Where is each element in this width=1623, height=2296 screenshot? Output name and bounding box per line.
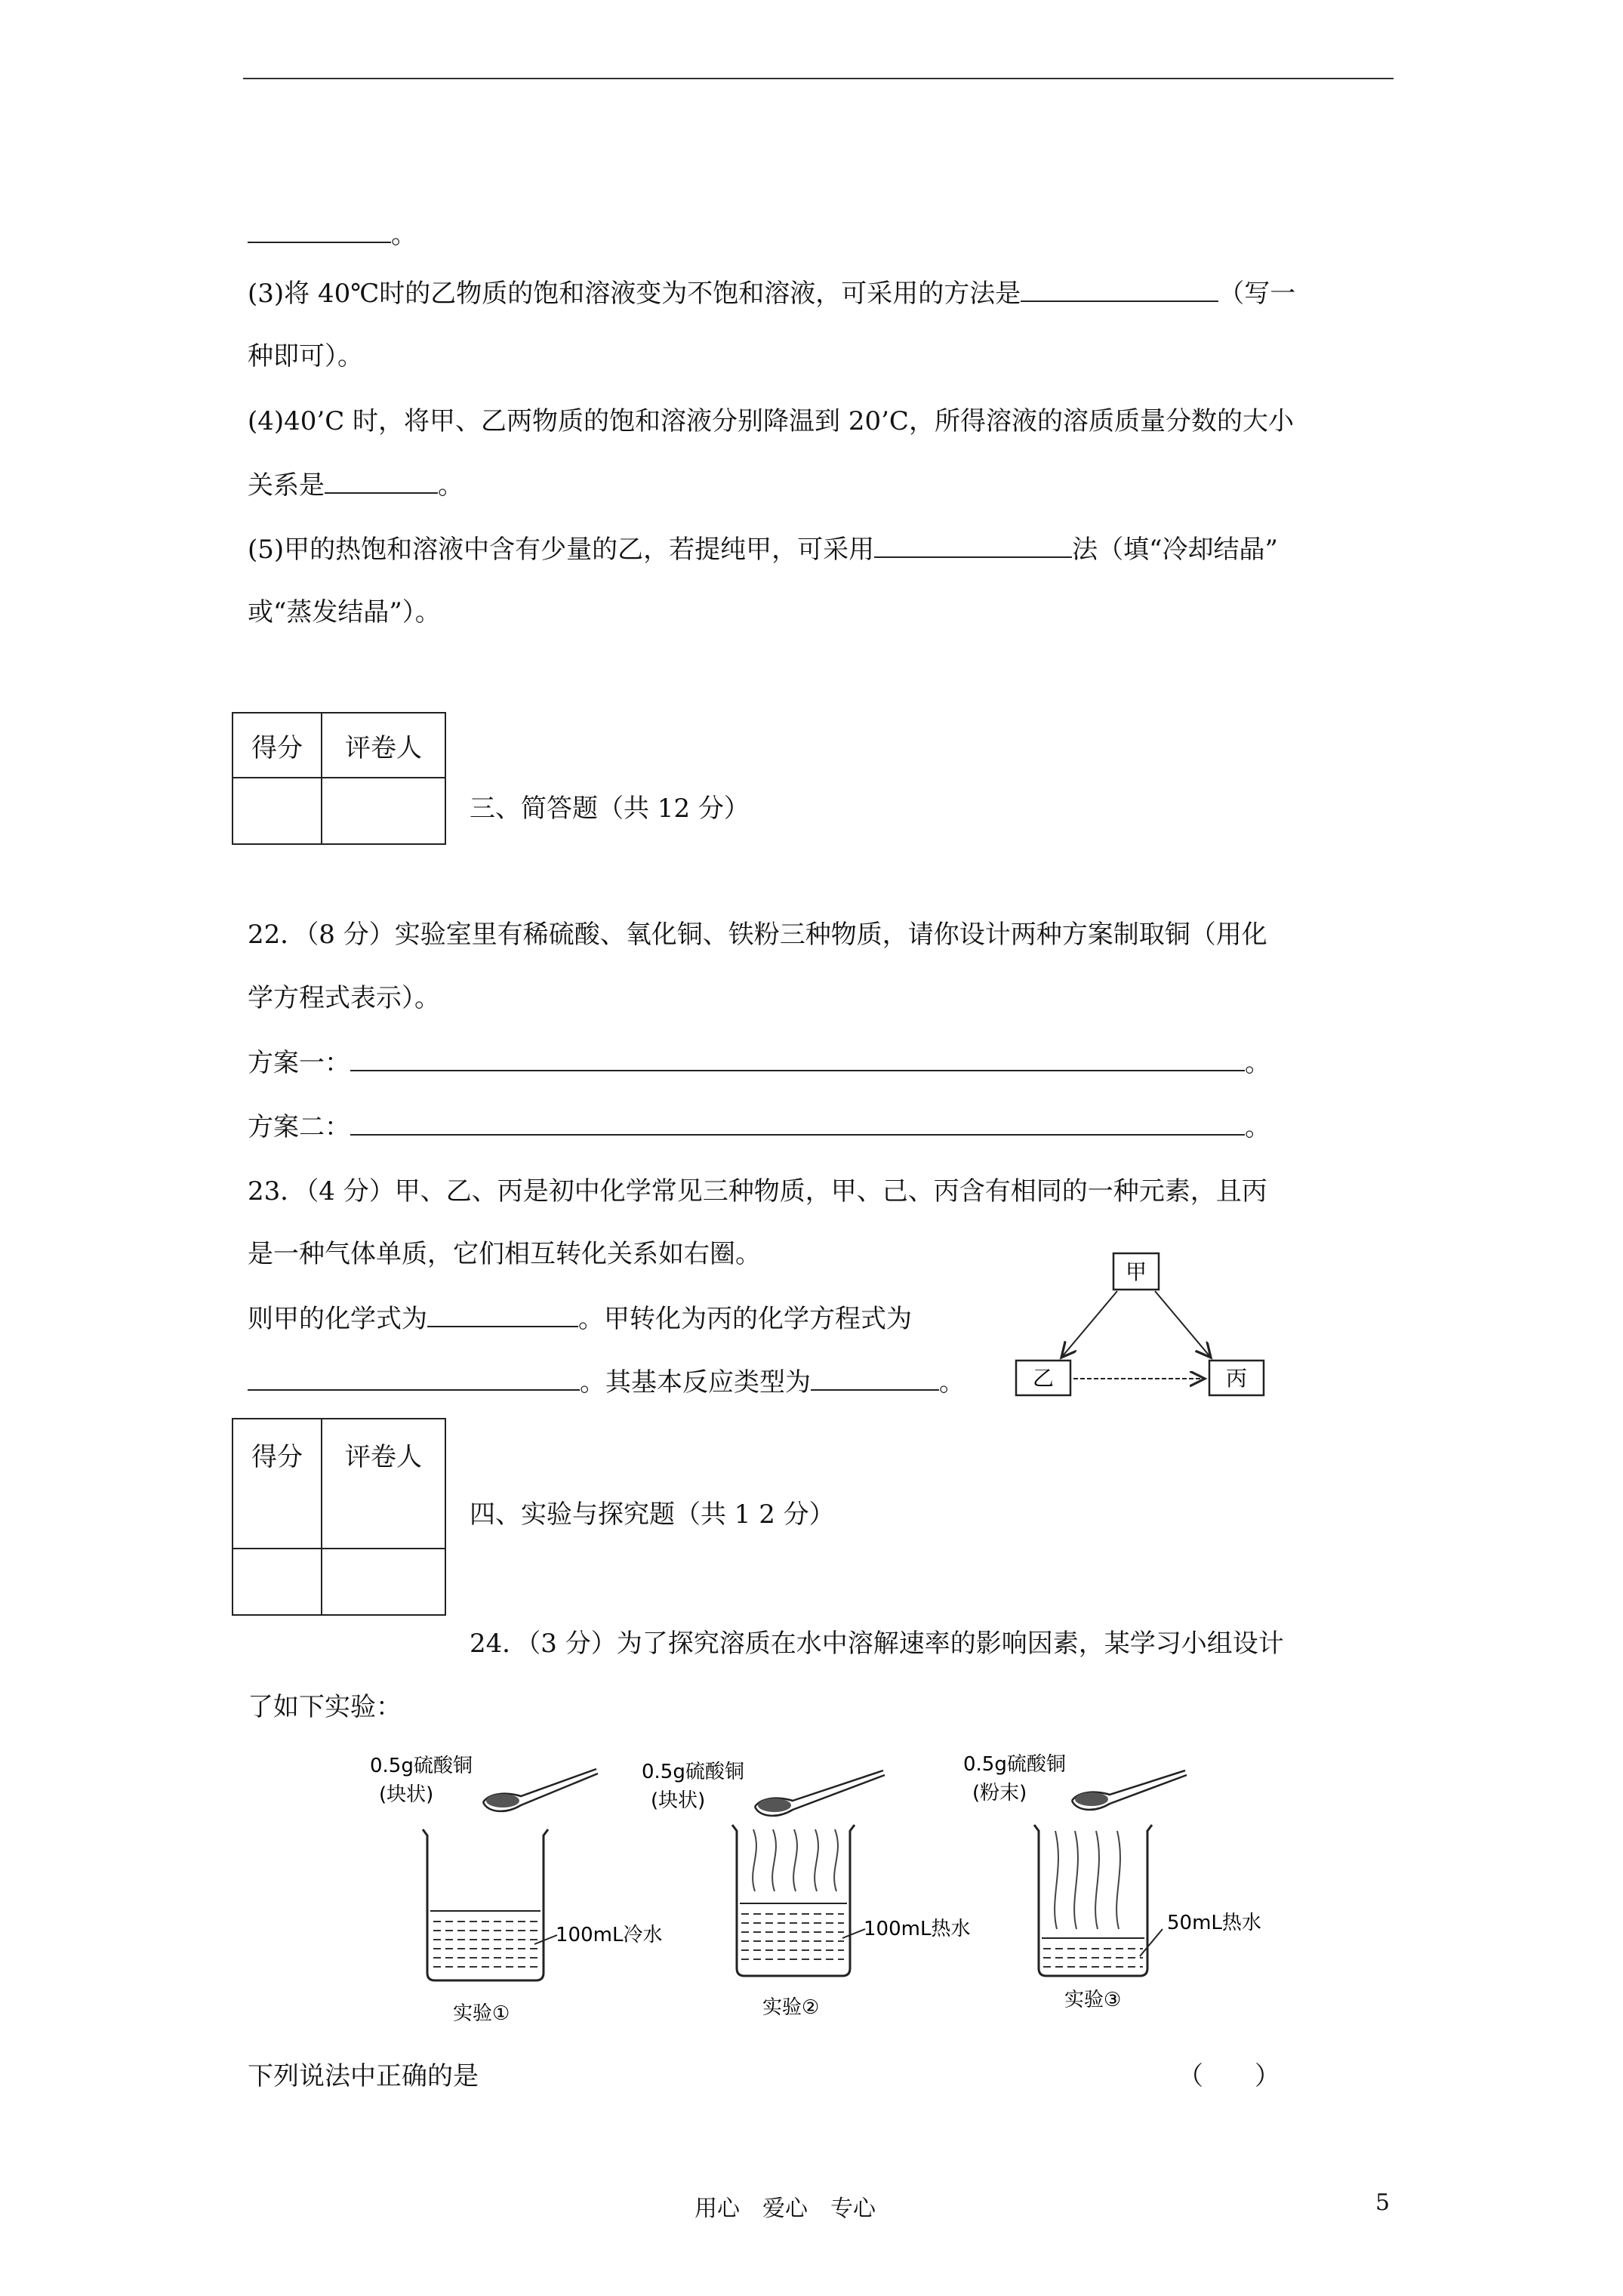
score-table bbox=[232, 712, 446, 845]
water-label: 100mL冷水 bbox=[556, 1924, 663, 1946]
answer-blank bbox=[248, 1367, 580, 1391]
powder-icon bbox=[486, 1794, 519, 1808]
q21-p5-line2: 或“蒸发结晶”）。 bbox=[248, 597, 441, 627]
water-lines bbox=[433, 1922, 537, 1967]
score-header: 得分 bbox=[233, 713, 322, 778]
q21-p5-line1: (5)甲的热饱和溶液中含有少量的乙，若提纯甲，可采用 法（填“冷却结晶” bbox=[248, 535, 1278, 565]
experiment-label: 实验③ bbox=[1064, 1989, 1122, 2011]
page-number: 5 bbox=[1375, 2190, 1390, 2216]
q21-p4-line2: 关系是 。 bbox=[248, 470, 463, 501]
water-lines bbox=[741, 1914, 844, 1959]
header-rule bbox=[243, 78, 1394, 79]
water-label: 100mL热水 bbox=[864, 1918, 971, 1940]
q23-line2: 是一种气体单质，它们相互转化关系如右圈。 bbox=[248, 1239, 761, 1269]
q24-line2: 了如下实验： bbox=[248, 1692, 402, 1722]
q24-line1: 24．（3 分）为了探究溶质在水中溶解速率的影响因素，某学习小组设计 bbox=[470, 1629, 1284, 1659]
label-leader bbox=[842, 1929, 865, 1938]
steam-lines bbox=[1055, 1831, 1120, 1929]
sample-label: 0.5g硫酸铜 bbox=[963, 1753, 1066, 1776]
node-left: 乙 bbox=[1032, 1366, 1055, 1391]
section-3-title: 三、简答题（共 12 分） bbox=[470, 794, 750, 824]
powder-icon bbox=[1075, 1792, 1108, 1806]
score-header: 得分 bbox=[233, 1419, 322, 1549]
q21-p3-line2: 种即可）。 bbox=[248, 341, 363, 371]
experiment-2 bbox=[642, 1761, 970, 2019]
water-label: 50mL热水 bbox=[1167, 1912, 1261, 1934]
q22-plan2: 方案二： 。 bbox=[248, 1112, 1270, 1142]
experiment-3 bbox=[963, 1753, 1261, 2011]
conversion-diagram bbox=[1004, 1246, 1276, 1412]
grader-header: 评卷人 bbox=[322, 713, 445, 778]
form-label: (粉末) bbox=[972, 1782, 1027, 1804]
arrow-top-left bbox=[1061, 1291, 1117, 1358]
answer-blank bbox=[811, 1367, 939, 1391]
experiment-label: 实验① bbox=[453, 2002, 510, 2025]
powder-icon bbox=[758, 1798, 791, 1812]
answer-blank bbox=[350, 1047, 1245, 1071]
answer-blank bbox=[248, 219, 391, 243]
q23-line4: 。其基本反应类型为 。 bbox=[248, 1367, 965, 1398]
q22-line1: 22．（8 分）实验室里有稀硫酸、氧化铜、铁粉三种物质，请你设计两种方案制取铜（用化 bbox=[248, 920, 1267, 950]
experiment-label: 实验② bbox=[762, 1996, 820, 2019]
score-cell bbox=[233, 1549, 322, 1615]
form-label: (块状) bbox=[651, 1789, 706, 1812]
experiment-figure bbox=[355, 1740, 1306, 2027]
grader-header: 评卷人 bbox=[322, 1419, 445, 1549]
label-leader bbox=[534, 1935, 557, 1944]
answer-blank bbox=[1021, 278, 1218, 302]
sample-label: 0.5g硫酸铜 bbox=[642, 1761, 744, 1783]
q21-p4-line1: (4)40’C 时，将甲、乙两物质的饱和溶液分别降温到 20’C，所得溶液的溶质质量分数的大小 bbox=[248, 406, 1294, 436]
answer-blank bbox=[350, 1111, 1245, 1136]
beaker-icon bbox=[732, 1825, 855, 1976]
q21-p3-line1: (3)将 40℃时的乙物质的饱和溶液变为不饱和溶液，可采用的方法是 （写一 bbox=[248, 279, 1296, 309]
section-4-title: 四、实验与探究题（共 1 2 分） bbox=[470, 1499, 835, 1530]
form-label: (块状) bbox=[379, 1783, 434, 1806]
sample-label: 0.5g硫酸铜 bbox=[370, 1755, 473, 1777]
answer-blank bbox=[874, 534, 1072, 558]
answer-blank bbox=[427, 1303, 578, 1327]
footer-motto: 用心 爱心 专心 bbox=[694, 2196, 876, 2222]
experiment-1 bbox=[370, 1755, 662, 2025]
q21-blank-line: 。 bbox=[248, 219, 417, 250]
q23-line3: 则甲的化学式为 。甲转化为丙的化学方程式为 bbox=[248, 1304, 912, 1334]
q23-line1: 23．（4 分）甲、乙、丙是初中化学常见三种物质，甲、己、丙含有相同的一种元素，且丙 bbox=[248, 1176, 1267, 1207]
node-top: 甲 bbox=[1125, 1259, 1147, 1284]
grader-cell bbox=[322, 1549, 445, 1615]
score-cell bbox=[233, 778, 322, 844]
q22-line2: 学方程式表示）。 bbox=[248, 983, 440, 1013]
q24-question: 下列说法中正确的是 bbox=[248, 2061, 479, 2091]
water-lines bbox=[1043, 1949, 1143, 1967]
score-table bbox=[232, 1418, 446, 1616]
answer-paren: （ ） bbox=[1178, 2061, 1280, 2091]
steam-lines bbox=[753, 1829, 838, 1891]
answer-blank bbox=[325, 470, 438, 494]
node-right: 丙 bbox=[1225, 1366, 1248, 1391]
grader-cell bbox=[322, 778, 445, 844]
beaker-icon bbox=[1034, 1825, 1152, 1976]
arrow-top-right bbox=[1155, 1291, 1211, 1358]
q22-plan1: 方案一： 。 bbox=[248, 1048, 1270, 1078]
label-leader bbox=[1140, 1929, 1163, 1956]
